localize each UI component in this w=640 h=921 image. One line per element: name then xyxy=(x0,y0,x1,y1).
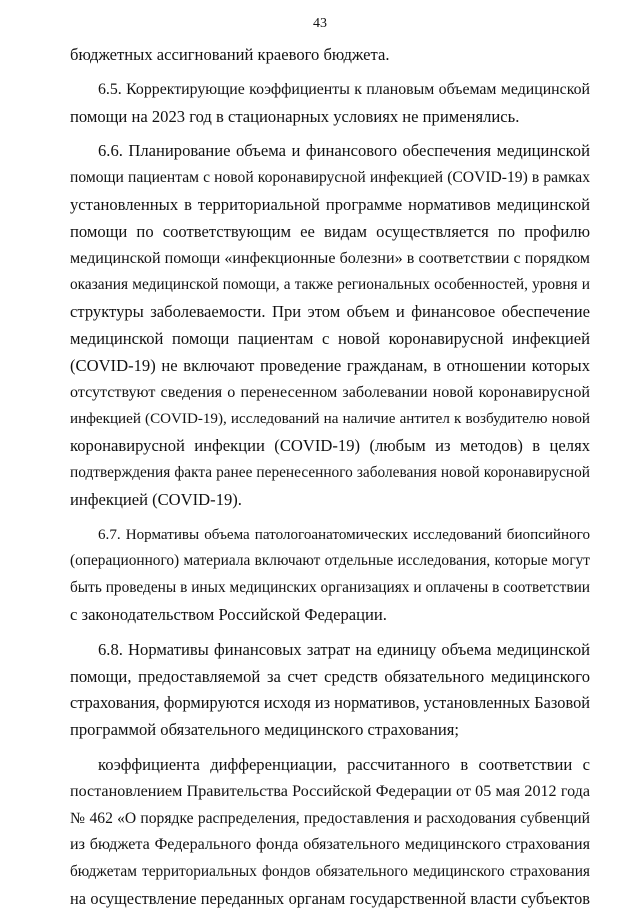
text-line: подтверждения факта ранее перенесенного заболевания новой коронавирусной xyxy=(70,463,590,481)
text-line: инфекцией (COVID-19), исследований на наличие антител к возбудителю новой xyxy=(70,411,590,428)
text-line: (операционного) материала включают отдельные исследования, которые могут xyxy=(70,552,590,570)
text-line: на осуществление переданных органам государственной власти субъектов xyxy=(70,888,590,908)
text-line: 6.7. Нормативы объема патологоанатомических исследований биопсийного xyxy=(98,526,590,543)
text-line: быть проведены в иных медицинских организациях и оплачены в соответствии xyxy=(70,579,590,597)
text-line: программой обязательного медицинского страхования; xyxy=(70,720,459,740)
text-line: из бюджета Федерального фонда обязательного медицинского страхования xyxy=(70,836,590,854)
text-line: 6.5. Корректирующие коэффициенты к плановым объемам медицинской xyxy=(98,80,590,98)
text-line: бюджетам территориальных фондов обязательного медицинского страхования xyxy=(70,863,590,881)
paragraph-continuation xyxy=(70,42,590,69)
text-line: № 462 «О порядке распределения, предоставления и расходования субвенций xyxy=(70,809,590,827)
text-line: инфекцией (COVID-19). xyxy=(70,489,242,509)
text-line: страхования, формируются исходя из нормативов, установленных Базовой xyxy=(70,693,590,713)
text-line: отсутствуют сведения о перенесенном заболевании новой коронавирусной xyxy=(70,383,590,401)
text-line: помощи на 2023 год в стационарных условиях не применялись. xyxy=(70,106,520,126)
text-line: установленных в территориальной программе нормативов медицинской xyxy=(70,194,590,214)
paragraph-6-7 xyxy=(70,522,590,629)
document-body xyxy=(70,42,590,921)
text-line: с законодательством Российской Федерации. xyxy=(70,604,387,624)
page-number: 43 xyxy=(313,16,327,31)
text-line: коэффициента дифференциации, рассчитанного в соответствии с xyxy=(98,754,590,774)
text-line: постановлением Правительства Российской Федерации от 05 мая 2012 года xyxy=(70,782,590,800)
text-line: 6.6. Планирование объема и финансового обеспечения медицинской xyxy=(98,141,590,161)
text-line: помощи пациентам с новой коронавирусной инфекцией (COVID-19) в рамках xyxy=(70,169,590,187)
text-line: помощи, предоставляемой за счет средств обязательного медицинского xyxy=(70,666,590,686)
text-line: оказания медицинской помощи, а также региональных особенностей, уровня и xyxy=(70,276,590,294)
paragraph-coefficient xyxy=(70,752,590,913)
text-line: медицинской помощи пациентам с новой коронавирусной инфекцией xyxy=(70,328,590,348)
paragraph-6-6 xyxy=(70,138,590,513)
text-line: коронавирусной инфекции (COVID-19) (любым из методов) в целях xyxy=(70,436,590,456)
text-line: медицинской помощи «инфекционные болезни» в соответствии с порядком xyxy=(70,249,590,267)
text-line: бюджетных ассигнований краевого бюджета. xyxy=(70,45,390,64)
text-line: помощи по соответствующим ее видам осуществляется по профилю xyxy=(70,221,590,241)
text-line: структуры заболеваемости. При этом объем и финансовое обеспечение xyxy=(70,302,590,322)
text-line: (COVID-19) не включают проведение гражданам, в отношении которых xyxy=(70,355,590,375)
text-line: 6.8. Нормативы финансовых затрат на единицу объема медицинской xyxy=(98,639,590,659)
paragraph-6-8 xyxy=(70,637,590,744)
paragraph-6-5 xyxy=(70,77,590,131)
